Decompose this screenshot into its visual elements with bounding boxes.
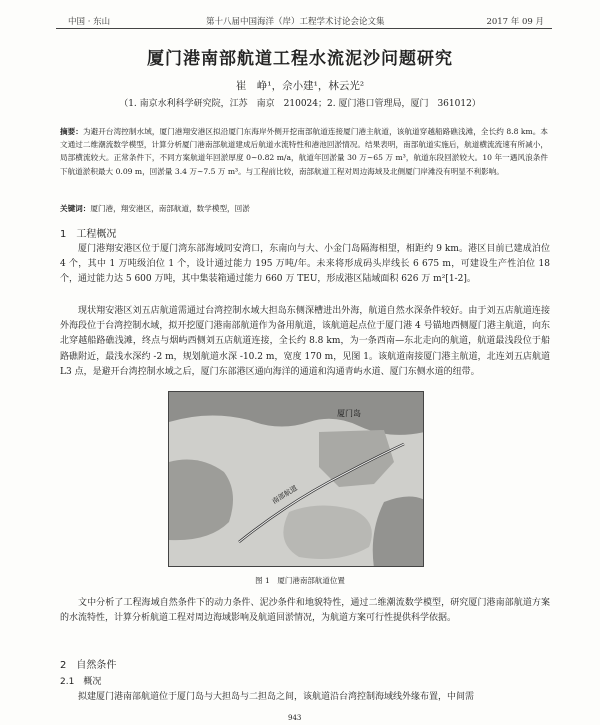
keywords-text: 厦门港，翔安港区，南部航道，数学模型，回淤	[90, 204, 250, 213]
paragraph-3: 文中分析了工程海域自然条件下的动力条件、泥沙条件和地貌特性，通过二维潮流数学模型，研究厦门港南部航道方案的水流特性，计算分析航道工程对周边海域影响及航道回淤情况，为航道方案可行性提供科学依据。	[60, 598, 550, 624]
keywords	[60, 203, 548, 214]
paragraph-4: 拟建厦门港南部航道位于厦门岛与大担岛与二担岛之间，该航道沿台湾控制海域线外缘布置，中间需	[78, 692, 475, 702]
figure-caption: 图 1 厦门港南部航道位置	[255, 576, 345, 585]
paper-title: 厦门港南部航道工程水流泥沙问题研究	[147, 49, 453, 69]
header-right: 2017 年 09 月	[486, 17, 544, 27]
header-center: 第十八届中国海洋（岸）工程学术讨论会论文集	[206, 17, 385, 27]
paragraph-2: 现状翔安港区刘五店航道需通过台湾控制水域大担岛东侧深槽进出外海，航道自然水深条件较好。由于刘五店航道连接外海段位于台湾控制水域，拟开挖厦门港南部航道作为备用航道，该航道起点位于厦门港 4 号锚地西侧厦门港主航道，向东北穿越船路礁浅滩，终点与烟屿西侧刘五店航道连接，全长约 8.8 km，为一条西南—东北走向的航道，航道最浅段位于船路礁附近，最浅水深约 -2 m，规划航道水深 -10.2 m，宽度 170 m，见图 1。该航道南接厦门港主航道，北连刘五店航道 L3 点，是避开台湾控制水域之后，厦门东部港区通向海洋的通道和沟通青屿水道、厦门东侧水道的纽带。	[60, 306, 550, 377]
shoal-area	[283, 505, 371, 559]
abstract	[60, 125, 548, 178]
affiliations: （1. 南京水利科学研究院，江苏 南京 210024；2. 厦门港口管理局，厦门 361012）	[119, 99, 481, 109]
abstract-label: 摘要：	[60, 127, 83, 136]
section-heading-2: 2 自然条件	[60, 660, 117, 671]
map-graphic	[169, 392, 424, 567]
authors: 崔 峥¹，佘小建¹，林云光²	[235, 80, 365, 92]
channel-location-map	[168, 391, 424, 567]
channel-label: 南部航道	[270, 484, 299, 506]
island-label: 厦门岛	[337, 409, 361, 418]
section-heading-2-1: 2.1 概况	[60, 677, 102, 687]
header-left: 中国 · 东山	[68, 17, 111, 27]
paragraph-1: 厦门港翔安港区位于厦门湾东部海域同安湾口，东南向与大、小金门岛隔海相望，相距约 9 km。港区目前已建成泊位 4 个，其中 1 万吨级泊位 1 个，设计通过能力 195 万吨/年。未来将形成码头岸线长 6 675 m，可建设生产性泊位 18 个，通过能力达 5 600 万吨，其中集装箱通过能力 660 万 TEU，形成港区陆域面积 626 万 m²[1-2]。	[60, 244, 550, 285]
page-number: 943	[288, 714, 302, 722]
abstract-text: 为避开台湾控制水域，厦门港翔安港区拟沿厦门东海岸外侧开挖南部航道连接厦门港主航道，该航道穿越船路礁浅滩，全长约 8.8 km。本文通过二维潮流数学模型，计算分析厦门港南部航道建成后航道水流特性和港池回淤情况。结果表明，南部航道实施后，航道横流流速有所减小，局部横流较大。正常条件下，不同方案航道年回淤厚度 0~0.82 m/a，航道年回淤量 30 万~65 万 m³，航道东段回淤较大。10 年一遇风浪条件下航道淤积最大 0.09 m，回淤量 3.4 万~7.5 万 m³。与工程前比较，南部航道工程对周边海域及北侧厦门岸滩没有明显不利影响。	[60, 127, 549, 176]
running-header	[56, 13, 552, 29]
keywords-label: 关键词：	[60, 204, 91, 213]
section-heading-1: 1 工程概况	[60, 229, 117, 240]
